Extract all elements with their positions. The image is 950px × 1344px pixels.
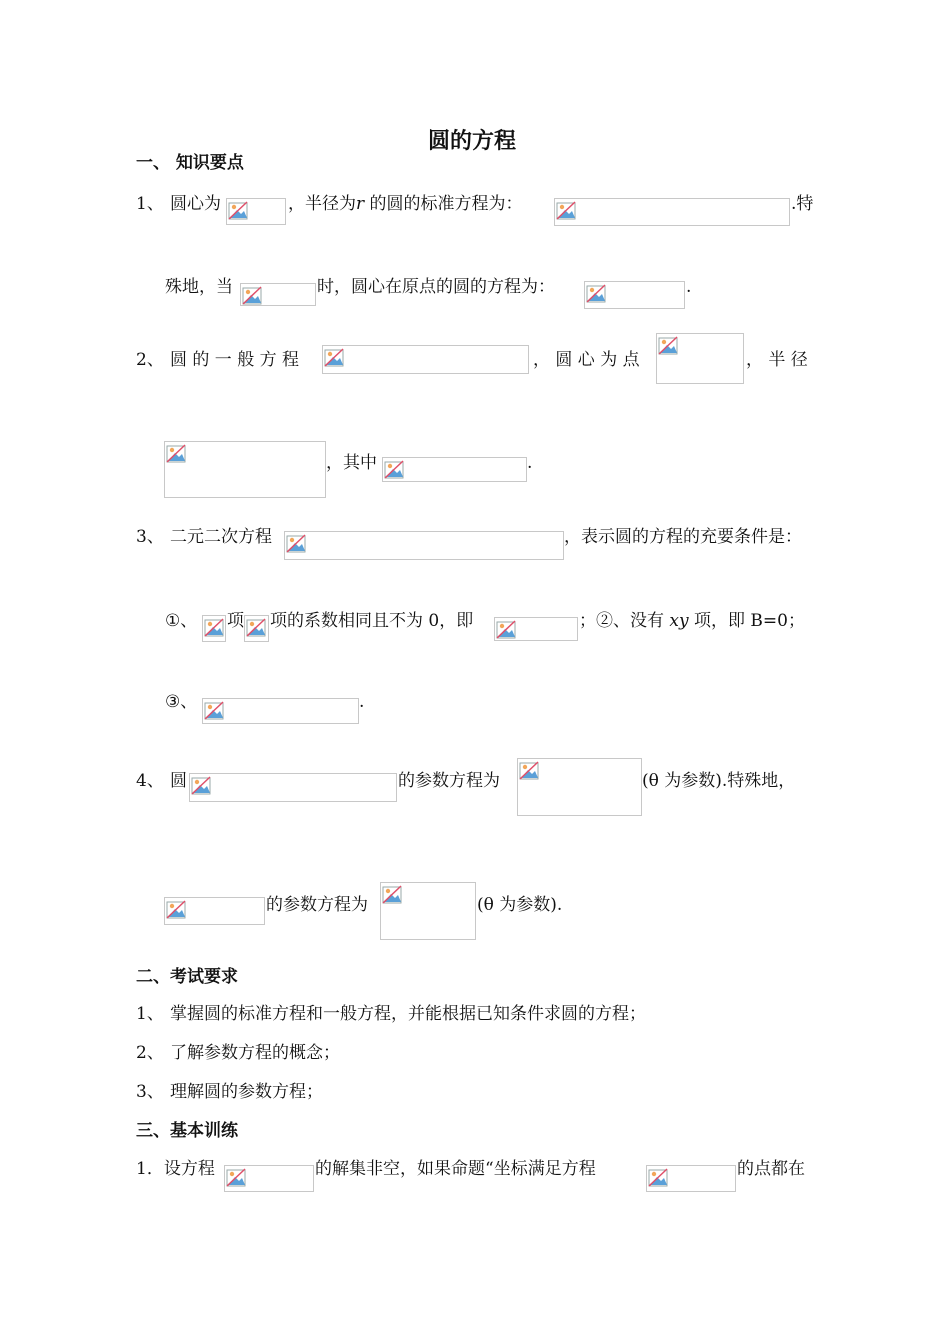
item-number: 4、 — [136, 771, 164, 791]
broken-image-icon — [556, 200, 576, 220]
broken-image-icon — [586, 283, 606, 303]
text-run: (θ 为参数). — [477, 895, 563, 915]
req-number: 2、 — [136, 1043, 164, 1063]
broken-image-icon — [324, 347, 344, 367]
broken-image-icon — [648, 1167, 668, 1187]
formula-image — [224, 1165, 314, 1192]
text-run: ③、 — [165, 692, 198, 712]
text-run: . — [527, 453, 533, 473]
req-text: 了解参数方程的概念； — [170, 1043, 340, 1063]
section-heading-requirements: 二、考试要求 — [136, 967, 238, 987]
text-run: ；②、没有 xy 项，即 B=0； — [579, 611, 805, 631]
broken-image-icon — [246, 617, 266, 637]
section-heading-knowledge: 一、 知识要点 — [136, 153, 244, 173]
formula-image — [382, 457, 527, 482]
section-heading-training: 三、基本训练 — [136, 1121, 238, 1141]
broken-image-icon — [382, 884, 402, 904]
text-run: ①、 — [165, 611, 198, 631]
formula-image — [189, 773, 397, 802]
req-number: 1、 — [136, 1004, 164, 1024]
text-run: 殊地，当 — [165, 277, 233, 297]
req-text: 理解圆的参数方程； — [170, 1082, 323, 1102]
text-run: 的参数方程为 — [398, 771, 500, 791]
formula-image — [284, 531, 564, 560]
text-run: 1．设方程 — [136, 1159, 215, 1179]
broken-image-icon — [226, 1167, 246, 1187]
text-run: (θ 为参数).特殊地， — [642, 771, 796, 791]
text-run: 时，圆心在原点的圆的方程为： — [317, 277, 555, 297]
text-run: .特 — [791, 194, 814, 214]
formula-image — [646, 1165, 736, 1192]
text-run: 项的系数相同且不为 0，即 — [270, 611, 474, 631]
formula-image — [164, 897, 265, 925]
formula-image — [164, 441, 326, 498]
broken-image-icon — [496, 619, 516, 639]
text-run: 圆心为 — [170, 194, 221, 214]
formula-image — [322, 345, 529, 374]
req-text: 掌握圆的标准方程和一般方程，并能根据已知条件求圆的方程； — [170, 1004, 646, 1024]
text-run: 的参数方程为 — [266, 895, 368, 915]
formula-image — [202, 615, 226, 642]
text-run: 二元二次方程 — [170, 527, 272, 547]
text-run: 圆 的 一 般 方 程 — [170, 350, 300, 370]
broken-image-icon — [519, 760, 539, 780]
text-run: . — [359, 692, 365, 712]
formula-image — [202, 698, 359, 724]
formula-image — [584, 281, 685, 309]
text-run: ， 半 径 — [746, 350, 808, 370]
formula-image — [380, 882, 476, 940]
text-run: ，半径为r 的圆的标准方程为： — [288, 194, 523, 214]
req-number: 3、 — [136, 1082, 164, 1102]
broken-image-icon — [242, 285, 262, 305]
text-run: ，表示圆的方程的充要条件是： — [564, 527, 802, 547]
broken-image-icon — [166, 899, 186, 919]
text-run: 的点都在 — [737, 1159, 805, 1179]
formula-image — [494, 617, 578, 641]
formula-image — [240, 283, 316, 306]
page-title: 圆的方程 — [428, 128, 517, 154]
text-run: ， 圆 心 为 点 — [533, 350, 640, 370]
broken-image-icon — [228, 200, 248, 220]
broken-image-icon — [384, 459, 404, 479]
broken-image-icon — [286, 533, 306, 553]
broken-image-icon — [658, 335, 678, 355]
item-number: 1、 — [136, 194, 164, 214]
broken-image-icon — [166, 443, 186, 463]
text-run: 项 — [227, 611, 244, 631]
item-number: 3、 — [136, 527, 164, 547]
item-number: 2、 — [136, 350, 164, 370]
formula-image — [517, 758, 642, 816]
text-run: 圆 — [170, 771, 187, 791]
formula-image — [226, 198, 286, 225]
text-run: . — [686, 277, 692, 297]
formula-image — [244, 615, 269, 642]
broken-image-icon — [204, 700, 224, 720]
formula-image — [656, 333, 744, 384]
broken-image-icon — [191, 775, 211, 795]
formula-image — [554, 198, 790, 226]
text-run: 的解集非空，如果命题“坐标满足方程 — [315, 1159, 596, 1179]
text-run: ，其中 — [326, 453, 377, 473]
broken-image-icon — [204, 617, 224, 637]
